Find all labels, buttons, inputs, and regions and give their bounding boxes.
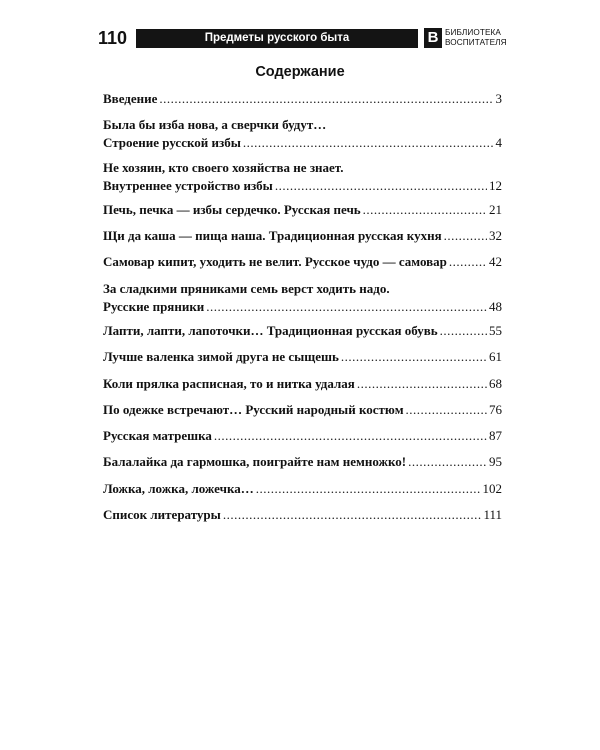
toc-entry-page: 42 <box>489 254 502 269</box>
toc-entry-title: Коли прялка расписная, то и нитка удалая <box>103 376 355 391</box>
toc-entry-title: Введение <box>103 91 158 106</box>
dot-leader <box>449 253 487 271</box>
toc-entry-line <box>103 201 502 219</box>
running-title: Предметы русского быта <box>136 29 418 48</box>
toc-entry-line <box>103 348 502 366</box>
toc-entry-title: Щи да каша — пища наша. Традиционная русская кухня <box>103 228 442 243</box>
running-header <box>98 27 505 50</box>
dot-leader <box>406 401 487 419</box>
series-logo-line1: БИБЛИОТЕКА <box>445 28 501 37</box>
dot-leader <box>440 322 487 340</box>
toc-entry <box>103 453 502 471</box>
toc-entry-first-line: Была бы изба нова, а сверчки будут… <box>103 117 327 132</box>
toc-entry-line <box>103 480 502 498</box>
toc-entry-page: 21 <box>489 202 502 217</box>
toc-entry-page: 76 <box>489 402 502 417</box>
toc-entry-page: 95 <box>489 454 502 469</box>
dot-leader <box>206 298 487 316</box>
dot-leader <box>444 227 487 245</box>
toc-entry-title: Русская матрешка <box>103 428 212 443</box>
dot-leader <box>256 480 481 498</box>
toc-entry-first-line: Не хозяин, кто своего хозяйства не знает. <box>103 160 344 175</box>
toc-entry <box>103 348 502 366</box>
toc-entry-line <box>103 453 502 471</box>
toc-entry <box>103 280 502 316</box>
toc-entry-page: 102 <box>482 481 502 496</box>
toc-entry <box>103 427 502 445</box>
toc-entry-title: Самовар кипит, уходить не велит. Русское чудо — самовар <box>103 254 447 269</box>
toc-entry-line <box>103 427 502 445</box>
toc-entry <box>103 116 502 152</box>
toc-entry <box>103 90 502 108</box>
toc-entry <box>103 322 502 340</box>
dot-leader <box>357 375 487 393</box>
contents-heading: Содержание <box>255 64 345 80</box>
toc-entry <box>103 401 502 419</box>
series-logo-letter: В <box>424 28 442 48</box>
series-logo-line2: ВОСПИТАТЕЛЯ <box>445 38 507 47</box>
toc-entry-page: 55 <box>489 323 502 338</box>
toc-entry-line <box>103 177 502 195</box>
toc-entry-title: Список литературы <box>103 507 221 522</box>
toc-entry-page: 32 <box>489 228 502 243</box>
dot-leader <box>243 134 494 152</box>
series-logo <box>424 27 506 50</box>
page-number: 110 <box>98 28 128 48</box>
toc-entry-page: 12 <box>489 178 502 193</box>
toc-entry-page: 48 <box>489 299 502 314</box>
dot-leader <box>223 506 482 524</box>
toc-entry-page: 111 <box>483 507 502 522</box>
toc-entry <box>103 506 502 524</box>
toc-entry-line <box>103 134 502 152</box>
dot-leader <box>214 427 487 445</box>
dot-leader <box>341 348 487 366</box>
toc-entry-title: Лапти, лапти, лапоточки… Традиционная русская обувь <box>103 323 438 338</box>
toc-entry-page: 4 <box>495 135 502 150</box>
toc-entry <box>103 159 502 195</box>
toc-entry-page: 61 <box>489 349 502 364</box>
toc-entry-title: По одежке встречают… Русский народный костюм <box>103 402 404 417</box>
toc-entry <box>103 375 502 393</box>
toc-entry-page: 87 <box>489 428 502 443</box>
toc-entry-line <box>103 253 502 271</box>
toc-entry <box>103 227 502 245</box>
toc-entry-page: 68 <box>489 376 502 391</box>
toc-entry-title: Русские пряники <box>103 299 205 314</box>
toc-entry-line <box>103 90 502 108</box>
toc-entry-title: Ложка, ложка, ложечка… <box>103 481 254 496</box>
toc-entry <box>103 480 502 498</box>
toc-entry-title: Балалайка да гармошка, поиграйте нам немножко! <box>103 454 407 469</box>
toc-entry-title: Печь, печка — избы сердечко. Русская печь <box>103 202 361 217</box>
dot-leader <box>363 201 487 219</box>
toc-entry-line <box>103 401 502 419</box>
toc-entry-title: Лучше валенка зимой друга не сыщешь <box>103 349 339 364</box>
toc-entry-title: Строение русской избы <box>103 135 241 150</box>
toc-entry-first-line: За сладкими пряниками семь верст ходить надо. <box>103 281 390 296</box>
toc-entry <box>103 201 502 219</box>
dot-leader <box>275 177 487 195</box>
dot-leader <box>159 90 493 108</box>
toc-entry-line <box>103 298 502 316</box>
toc-entry-title: Внутреннее устройство избы <box>103 178 273 193</box>
series-logo-text <box>445 28 507 48</box>
toc-entry-line <box>103 322 502 340</box>
dot-leader <box>408 453 487 471</box>
toc-entry-line <box>103 506 502 524</box>
toc-entry-line <box>103 375 502 393</box>
toc-entry-page: 3 <box>495 91 502 106</box>
toc-entry-line <box>103 227 502 245</box>
toc-entry <box>103 253 502 271</box>
